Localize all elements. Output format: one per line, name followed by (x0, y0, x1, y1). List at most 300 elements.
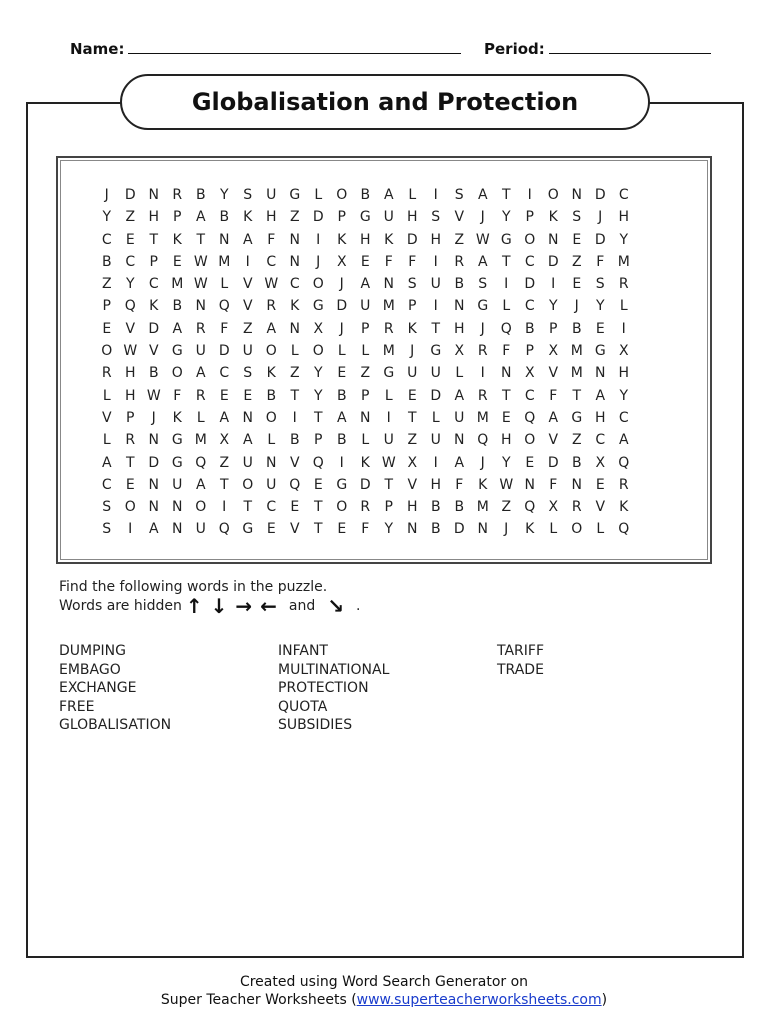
grid-letter[interactable]: E (102, 320, 112, 337)
grid-letter[interactable]: Q (500, 320, 512, 337)
grid-letter[interactable]: C (148, 276, 159, 293)
grid-letter[interactable]: N (383, 276, 394, 293)
grid-letter[interactable]: O (242, 476, 254, 493)
grid-letter[interactable]: A (195, 365, 206, 382)
grid-letter[interactable]: R (454, 253, 465, 270)
grid-letter[interactable]: L (502, 298, 511, 315)
grid-letter[interactable]: U (454, 409, 465, 426)
grid-letter[interactable]: Z (501, 499, 512, 516)
grid-letter[interactable]: A (195, 476, 206, 493)
grid-letter[interactable]: D (148, 454, 160, 471)
grid-letter[interactable]: U (360, 298, 371, 315)
grid-letter[interactable]: A (266, 320, 277, 337)
grid-letter[interactable]: G (242, 521, 254, 538)
grid-letter[interactable]: H (430, 231, 442, 248)
grid-letter[interactable]: P (337, 209, 346, 226)
grid-letter[interactable]: P (361, 387, 370, 404)
grid-letter[interactable]: R (125, 432, 136, 449)
grid-letter[interactable]: A (454, 454, 465, 471)
grid-letter[interactable]: S (407, 276, 417, 293)
grid-letter[interactable]: N (148, 476, 159, 493)
grid-letter[interactable]: B (148, 365, 159, 382)
grid-letter[interactable]: E (525, 454, 535, 471)
grid-letter[interactable]: T (313, 521, 323, 538)
grid-letter[interactable]: R (571, 499, 582, 516)
grid-letter[interactable]: O (312, 343, 324, 360)
grid-letter[interactable]: V (125, 320, 136, 337)
grid-letter[interactable]: E (337, 521, 347, 538)
grid-letter[interactable]: U (430, 276, 441, 293)
grid-letter[interactable]: X (454, 343, 465, 360)
grid-letter[interactable]: N (289, 253, 300, 270)
grid-letter[interactable]: E (501, 409, 511, 426)
grid-letter[interactable]: A (548, 409, 559, 426)
grid-letter[interactable]: Y (219, 187, 229, 203)
grid-letter[interactable]: J (598, 209, 603, 226)
grid-letter[interactable]: D (524, 276, 536, 293)
grid-letter[interactable]: I (245, 253, 250, 270)
grid-letter[interactable]: Y (619, 231, 629, 248)
grid-letter[interactable]: Q (124, 298, 136, 315)
grid-letter[interactable]: B (360, 187, 371, 203)
grid-letter[interactable]: K (290, 298, 300, 315)
grid-letter[interactable]: K (360, 454, 370, 471)
grid-letter[interactable]: E (290, 499, 300, 516)
grid-letter[interactable]: N (148, 499, 159, 516)
grid-letter[interactable]: L (314, 187, 323, 203)
name-line[interactable] (128, 41, 461, 54)
grid-letter[interactable]: M (382, 298, 395, 315)
grid-letter[interactable]: Q (618, 521, 630, 538)
grid-letter[interactable]: Z (454, 231, 465, 248)
grid-letter[interactable]: S (478, 276, 488, 293)
grid-letter[interactable]: Q (618, 454, 630, 471)
grid-letter[interactable]: R (101, 365, 112, 382)
grid-letter[interactable]: O (265, 343, 277, 360)
grid-letter[interactable]: R (195, 320, 206, 337)
grid-letter[interactable]: C (618, 187, 629, 203)
grid-letter[interactable]: E (219, 387, 229, 404)
grid-letter[interactable]: F (384, 253, 393, 270)
grid-letter[interactable]: L (549, 521, 558, 538)
grid-letter[interactable]: G (594, 343, 606, 360)
grid-letter[interactable]: L (619, 298, 628, 315)
grid-letter[interactable]: E (572, 231, 582, 248)
grid-letter[interactable]: L (361, 432, 370, 449)
grid-letter[interactable]: C (524, 298, 535, 315)
grid-letter[interactable]: D (336, 298, 348, 315)
grid-letter[interactable]: E (313, 476, 323, 493)
grid-letter[interactable]: C (618, 409, 629, 426)
grid-letter[interactable]: X (618, 343, 629, 360)
grid-letter[interactable]: G (359, 209, 371, 226)
grid-letter[interactable]: Y (501, 454, 511, 471)
grid-letter[interactable]: S (454, 187, 464, 203)
grid-letter[interactable]: S (243, 187, 253, 203)
grid-letter[interactable]: J (316, 253, 321, 270)
period-field[interactable] (484, 40, 711, 58)
grid-letter[interactable]: L (337, 343, 346, 360)
grid-letter[interactable]: N (219, 231, 230, 248)
grid-letter[interactable]: Y (313, 387, 323, 404)
grid-letter[interactable]: Z (360, 365, 371, 382)
grid-letter[interactable]: H (594, 409, 606, 426)
grid-letter[interactable]: H (500, 432, 512, 449)
grid-letter[interactable]: X (407, 454, 418, 471)
grid-letter[interactable]: I (433, 298, 438, 315)
grid-letter[interactable]: J (480, 454, 485, 471)
grid-letter[interactable]: V (289, 521, 300, 538)
grid-letter[interactable]: T (149, 231, 159, 248)
grid-letter[interactable]: F (455, 476, 464, 493)
grid-letter[interactable]: J (504, 521, 509, 538)
grid-letter[interactable]: K (266, 365, 276, 382)
grid-letter[interactable]: W (475, 231, 490, 248)
grid-letter[interactable]: C (524, 253, 535, 270)
grid-letter[interactable]: I (386, 409, 391, 426)
grid-letter[interactable]: R (477, 343, 488, 360)
grid-letter[interactable]: J (104, 187, 109, 203)
grid-letter[interactable]: Y (501, 209, 511, 226)
grid-letter[interactable]: Q (524, 409, 536, 426)
grid-letter[interactable]: C (219, 365, 230, 382)
footer-link[interactable]: www.superteacherworksheets.com (356, 992, 602, 1008)
grid-letter[interactable]: X (595, 454, 606, 471)
grid-letter[interactable]: R (618, 276, 629, 293)
grid-letter[interactable]: N (242, 409, 253, 426)
grid-letter[interactable]: B (430, 521, 441, 538)
grid-letter[interactable]: E (266, 521, 276, 538)
grid-letter[interactable]: Z (219, 454, 230, 471)
grid-letter[interactable]: N (289, 231, 300, 248)
grid-letter[interactable]: X (548, 343, 559, 360)
grid-letter[interactable]: U (430, 365, 441, 382)
grid-letter[interactable]: O (336, 499, 348, 516)
grid-letter[interactable]: H (124, 387, 136, 404)
grid-letter[interactable]: W (264, 276, 279, 293)
grid-letter[interactable]: I (551, 276, 556, 293)
grid-letter[interactable]: G (289, 187, 301, 203)
grid-letter[interactable]: E (595, 476, 605, 493)
grid-letter[interactable]: J (410, 343, 415, 360)
grid-letter[interactable]: U (195, 343, 206, 360)
grid-letter[interactable]: T (125, 454, 135, 471)
grid-letter[interactable]: Z (571, 432, 582, 449)
grid-letter[interactable]: R (195, 387, 206, 404)
grid-letter[interactable]: V (242, 276, 253, 293)
grid-letter[interactable]: I (339, 454, 344, 471)
grid-letter[interactable]: D (547, 253, 559, 270)
grid-letter[interactable]: P (149, 253, 158, 270)
grid-letter[interactable]: E (407, 387, 417, 404)
grid-letter[interactable]: P (408, 298, 417, 315)
grid-letter[interactable]: Z (125, 209, 136, 226)
grid-letter[interactable]: R (266, 298, 277, 315)
grid-letter[interactable]: T (407, 409, 417, 426)
grid-letter[interactable]: O (336, 187, 348, 203)
grid-letter[interactable]: I (433, 253, 438, 270)
grid-letter[interactable]: V (548, 432, 559, 449)
grid-letter[interactable]: N (195, 298, 206, 315)
grid-letter[interactable]: R (360, 499, 371, 516)
grid-letter[interactable]: A (360, 276, 371, 293)
grid-letter[interactable]: H (359, 231, 371, 248)
grid-letter[interactable]: W (193, 276, 208, 293)
grid-letter[interactable]: D (312, 209, 324, 226)
grid-letter[interactable]: X (313, 320, 324, 337)
grid-letter[interactable]: A (101, 454, 112, 471)
grid-letter[interactable]: M (570, 365, 583, 382)
grid-letter[interactable]: X (336, 253, 347, 270)
grid-letter[interactable]: F (220, 320, 229, 337)
grid-letter[interactable]: Y (125, 276, 135, 293)
grid-letter[interactable]: D (594, 187, 606, 203)
grid-letter[interactable]: N (571, 187, 582, 203)
grid-letter[interactable]: N (360, 409, 371, 426)
grid-letter[interactable]: Y (102, 209, 112, 226)
grid-letter[interactable]: T (501, 253, 511, 270)
grid-letter[interactable]: L (384, 387, 393, 404)
grid-letter[interactable]: P (384, 499, 393, 516)
grid-letter[interactable]: G (171, 432, 183, 449)
grid-letter[interactable]: T (501, 187, 511, 203)
grid-letter[interactable]: N (501, 365, 512, 382)
grid-letter[interactable]: B (524, 320, 535, 337)
grid-letter[interactable]: P (361, 320, 370, 337)
grid-letter[interactable]: C (266, 499, 277, 516)
grid-letter[interactable]: N (595, 365, 606, 382)
grid-letter[interactable]: Z (242, 320, 253, 337)
grid-letter[interactable]: U (383, 209, 394, 226)
grid-letter[interactable]: C (289, 276, 300, 293)
grid-letter[interactable]: Z (407, 432, 418, 449)
grid-letter[interactable]: H (265, 209, 277, 226)
grid-letter[interactable]: Q (477, 432, 489, 449)
grid-letter[interactable]: N (266, 454, 277, 471)
grid-letter[interactable]: V (101, 409, 112, 426)
grid-letter[interactable]: N (571, 476, 582, 493)
grid-letter[interactable]: J (480, 320, 485, 337)
grid-letter[interactable]: T (196, 231, 206, 248)
grid-letter[interactable]: P (173, 209, 182, 226)
grid-letter[interactable]: K (337, 231, 347, 248)
grid-letter[interactable]: R (383, 320, 394, 337)
grid-letter[interactable]: V (454, 209, 465, 226)
grid-letter[interactable]: I (433, 187, 438, 203)
grid-letter[interactable]: P (525, 343, 534, 360)
grid-letter[interactable]: O (547, 187, 559, 203)
grid-letter[interactable]: S (102, 499, 112, 516)
grid-letter[interactable]: K (172, 409, 182, 426)
grid-letter[interactable]: L (408, 187, 417, 203)
grid-letter[interactable]: B (266, 387, 277, 404)
grid-letter[interactable]: B (571, 320, 582, 337)
grid-letter[interactable]: G (430, 343, 442, 360)
grid-letter[interactable]: Q (289, 476, 301, 493)
grid-letter[interactable]: E (243, 387, 253, 404)
grid-letter[interactable]: K (548, 209, 558, 226)
grid-letter[interactable]: X (219, 432, 230, 449)
grid-letter[interactable]: Z (289, 209, 300, 226)
grid-letter[interactable]: R (477, 387, 488, 404)
grid-letter[interactable]: N (172, 499, 183, 516)
grid-letter[interactable]: H (453, 320, 465, 337)
grid-letter[interactable]: H (618, 209, 630, 226)
grid-letter[interactable]: S (595, 276, 605, 293)
grid-letter[interactable]: B (101, 253, 112, 270)
grid-letter[interactable]: O (524, 231, 536, 248)
grid-letter[interactable]: R (618, 476, 629, 493)
grid-letter[interactable]: Y (548, 298, 558, 315)
grid-letter[interactable]: L (290, 343, 299, 360)
grid-letter[interactable]: I (292, 409, 297, 426)
grid-letter[interactable]: S (431, 209, 441, 226)
grid-letter[interactable]: Q (218, 521, 230, 538)
grid-letter[interactable]: N (172, 521, 183, 538)
grid-letter[interactable]: X (524, 365, 535, 382)
grid-letter[interactable]: Y (619, 387, 629, 404)
grid-letter[interactable]: Y (595, 298, 605, 315)
grid-letter[interactable]: I (527, 187, 532, 203)
grid-letter[interactable]: G (336, 476, 348, 493)
grid-letter[interactable]: C (101, 476, 112, 493)
grid-letter[interactable]: S (102, 521, 112, 538)
grid-letter[interactable]: F (502, 343, 511, 360)
grid-letter[interactable]: F (361, 521, 370, 538)
grid-letter[interactable]: N (548, 231, 559, 248)
grid-letter[interactable]: J (339, 276, 344, 293)
grid-letter[interactable]: M (476, 409, 489, 426)
grid-letter[interactable]: T (572, 387, 582, 404)
grid-letter[interactable]: L (267, 432, 276, 449)
grid-letter[interactable]: C (101, 231, 112, 248)
grid-letter[interactable]: H (148, 209, 160, 226)
grid-letter[interactable]: A (477, 187, 488, 203)
grid-letter[interactable]: L (431, 409, 440, 426)
grid-letter[interactable]: J (151, 409, 156, 426)
grid-letter[interactable]: D (594, 231, 606, 248)
grid-letter[interactable]: T (313, 409, 323, 426)
grid-letter[interactable]: U (242, 343, 253, 360)
grid-letter[interactable]: T (501, 387, 511, 404)
grid-letter[interactable]: V (148, 343, 159, 360)
grid-letter[interactable]: M (570, 343, 583, 360)
grid-letter[interactable]: F (596, 253, 605, 270)
grid-letter[interactable]: M (218, 253, 231, 270)
grid-letter[interactable]: N (454, 298, 465, 315)
grid-letter[interactable]: H (618, 365, 630, 382)
grid-letter[interactable]: L (220, 276, 229, 293)
grid-letter[interactable]: K (243, 209, 253, 226)
grid-letter[interactable]: K (525, 521, 535, 538)
grid-letter[interactable]: K (149, 298, 159, 315)
grid-letter[interactable]: B (289, 432, 300, 449)
grid-letter[interactable]: V (407, 476, 418, 493)
grid-letter[interactable]: V (595, 499, 606, 516)
grid-letter[interactable]: U (266, 187, 277, 203)
grid-letter[interactable]: Y (384, 521, 394, 538)
grid-letter[interactable]: I (433, 454, 438, 471)
grid-letter[interactable]: A (219, 409, 230, 426)
grid-letter[interactable]: A (195, 209, 206, 226)
grid-letter[interactable]: Z (289, 365, 300, 382)
grid-letter[interactable]: E (125, 231, 135, 248)
grid-letter[interactable]: I (128, 521, 133, 538)
grid-letter[interactable]: P (525, 209, 534, 226)
grid-letter[interactable]: H (124, 365, 136, 382)
grid-letter[interactable]: J (339, 320, 344, 337)
grid-letter[interactable]: T (219, 476, 229, 493)
grid-letter[interactable]: L (596, 521, 605, 538)
grid-letter[interactable]: O (312, 276, 324, 293)
grid-letter[interactable]: C (125, 253, 136, 270)
grid-letter[interactable]: E (337, 365, 347, 382)
grid-letter[interactable]: G (171, 343, 183, 360)
grid-letter[interactable]: B (336, 387, 347, 404)
grid-letter[interactable]: P (102, 298, 111, 315)
grid-letter[interactable]: U (266, 476, 277, 493)
grid-letter[interactable]: N (454, 432, 465, 449)
grid-letter[interactable]: E (125, 476, 135, 493)
grid-letter[interactable]: F (173, 387, 182, 404)
grid-letter[interactable]: O (524, 432, 536, 449)
grid-letter[interactable]: G (312, 298, 324, 315)
grid-letter[interactable]: G (383, 365, 395, 382)
grid-letter[interactable]: W (381, 454, 396, 471)
grid-letter[interactable]: T (313, 499, 323, 516)
grid-letter[interactable]: R (172, 187, 183, 203)
grid-letter[interactable]: C (595, 432, 606, 449)
grid-letter[interactable]: N (407, 521, 418, 538)
grid-letter[interactable]: A (618, 432, 629, 449)
grid-letter[interactable]: X (548, 499, 559, 516)
grid-letter[interactable]: G (500, 231, 512, 248)
grid-letter[interactable]: A (336, 409, 347, 426)
grid-letter[interactable]: A (242, 231, 253, 248)
grid-letter[interactable]: G (171, 454, 183, 471)
grid-letter[interactable]: T (290, 387, 300, 404)
grid-letter[interactable]: U (383, 432, 394, 449)
grid-letter[interactable]: B (430, 499, 441, 516)
grid-letter[interactable]: I (316, 231, 321, 248)
grid-letter[interactable]: O (195, 499, 207, 516)
grid-letter[interactable]: P (314, 432, 323, 449)
grid-letter[interactable]: P (126, 409, 135, 426)
grid-letter[interactable]: D (218, 343, 230, 360)
grid-letter[interactable]: A (454, 387, 465, 404)
grid-letter[interactable]: K (384, 231, 394, 248)
grid-letter[interactable]: O (101, 343, 113, 360)
grid-letter[interactable]: F (267, 231, 276, 248)
grid-letter[interactable]: D (453, 521, 465, 538)
grid-letter[interactable]: M (194, 432, 207, 449)
grid-letter[interactable]: N (148, 187, 159, 203)
grid-letter[interactable]: I (222, 499, 227, 516)
grid-letter[interactable]: Q (195, 454, 207, 471)
grid-letter[interactable]: A (477, 253, 488, 270)
grid-letter[interactable]: K (619, 499, 629, 516)
grid-letter[interactable]: O (124, 499, 136, 516)
grid-letter[interactable]: E (172, 253, 182, 270)
grid-letter[interactable]: J (574, 298, 579, 315)
grid-letter[interactable]: L (361, 343, 370, 360)
grid-letter[interactable]: G (571, 409, 583, 426)
grid-letter[interactable]: U (195, 521, 206, 538)
grid-letter[interactable]: D (359, 476, 371, 493)
grid-letter[interactable]: O (171, 365, 183, 382)
grid-letter[interactable]: O (571, 521, 583, 538)
grid-letter[interactable]: C (266, 253, 277, 270)
